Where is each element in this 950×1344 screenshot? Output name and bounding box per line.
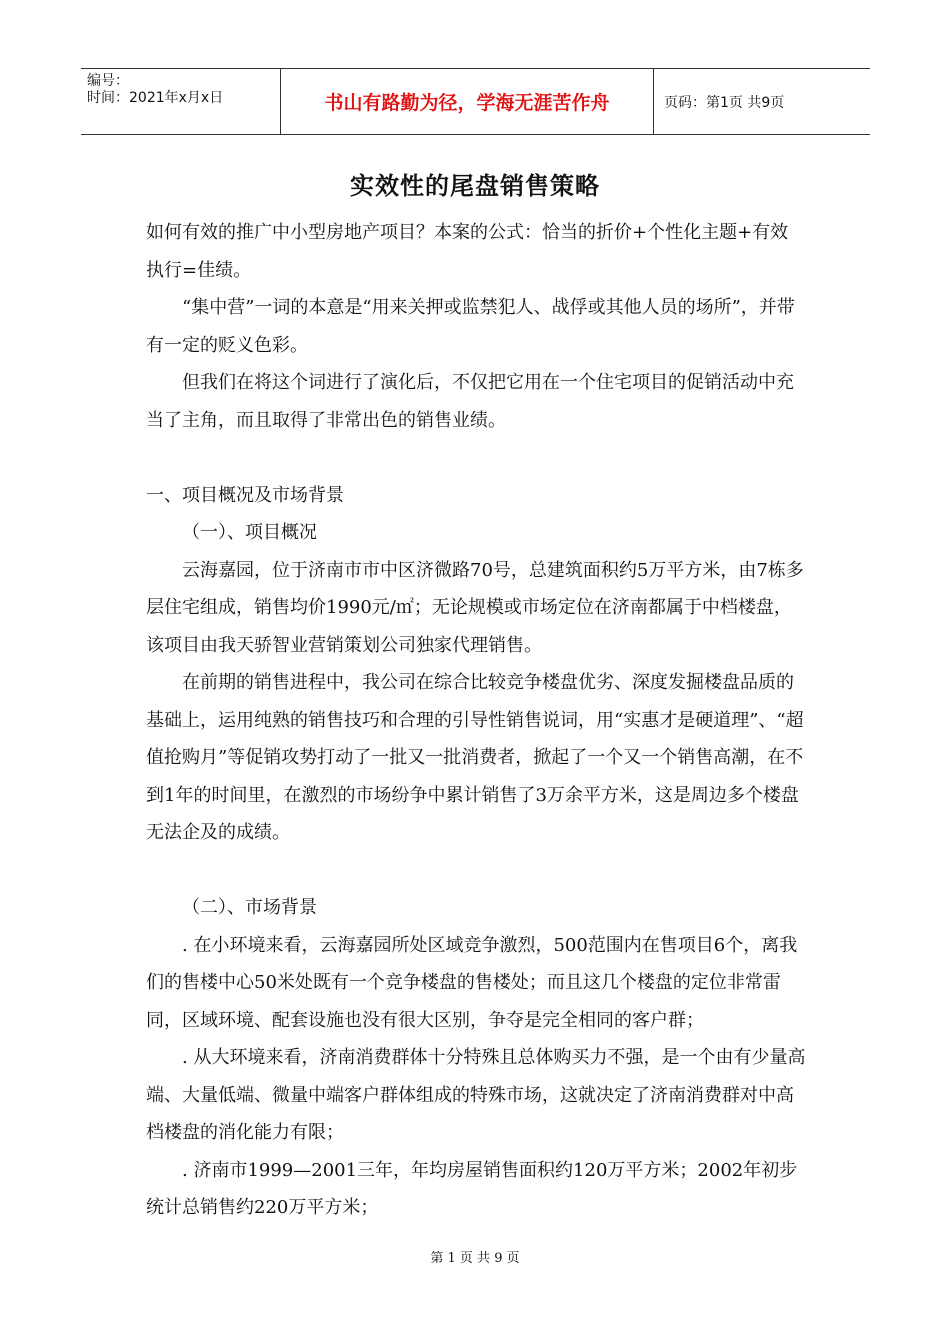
document-header bbox=[81, 68, 870, 135]
bullet-paragraph: . 在小环境来看，云海嘉园所处区域竞争激烈，500范围内在售项目6个，离我们的售楼中心50米处既有一个竞争楼盘的售楼处；而且这几个楼盘的定位非常雷同，区域环境、配套设施也没有很大区别，争夺是完全相同的客户群； bbox=[146, 934, 798, 1031]
header-meta-cell bbox=[81, 69, 281, 134]
paragraph: 云海嘉园，位于济南市市中区济微路70号，总建筑面积约5万平方米，由7栋多层住宅组成，销售均价1990元/㎡；无论规模或市场定位在济南都属于中档楼盘，该项目由我天骄智业营销策划公司独家代理销售。 bbox=[146, 559, 804, 656]
bullet-paragraph: . 从大环境来看，济南消费群体十分特殊且总体购买力不强，是一个由有少量高端、大量低端、微量中端客户群体组成的特殊市场，这就决定了济南消费群对中高档楼盘的消化能力有限； bbox=[146, 1047, 806, 1143]
document-time-label: 时间：2021年x月x日 bbox=[87, 90, 224, 106]
header-page-code: 页码：第1页 共9页 bbox=[664, 94, 785, 111]
paragraph: “集中营”一词的本意是“用来关押或监禁犯人、战俘或其他人员的场所”，并带有一定的贬义色彩。 bbox=[146, 297, 795, 356]
spacer bbox=[146, 852, 806, 890]
document-body bbox=[146, 214, 806, 1227]
paragraph: 但我们在将这个词进行了演化后，不仅把它用在一个住宅项目的促销活动中充当了主角，而且取得了非常出色的销售业绩。 bbox=[146, 372, 794, 431]
section-heading: 一、项目概况及市场背景 bbox=[146, 484, 344, 506]
header-motto: 书山有路勤为径，学海无涯苦作舟 bbox=[281, 69, 654, 134]
page-footer: 第 1 页 共 9 页 bbox=[430, 1251, 520, 1266]
subsection-heading: （一）、项目概况 bbox=[182, 522, 317, 543]
intro-paragraph: 如何有效的推广中小型房地产项目？本案的公式：恰当的折价+个性化主题+有效执行=佳绩。 bbox=[146, 222, 789, 281]
bullet-paragraph: . 济南市1999—2001三年，年均房屋销售面积约120万平方米；2002年初步统计总销售约220万平方米； bbox=[146, 1159, 798, 1218]
spacer bbox=[146, 439, 806, 477]
document-title: 实效性的尾盘销售策略 bbox=[350, 172, 600, 200]
subsection-heading: （二）、市场背景 bbox=[182, 897, 317, 918]
paragraph: 在前期的销售进程中，我公司在综合比较竞争楼盘优劣、深度发掘楼盘品质的基础上，运用纯熟的销售技巧和合理的引导性销售说词，用“实惠才是硬道理”、“超值抢购月”等促销攻势打动了一批又一批消费者，掀起了一个又一个销售高潮，在不到1年的时间里，在激烈的市场纷争中累计销售了3万余平方米，这是周边多个楼盘无法企及的成绩。 bbox=[146, 672, 804, 843]
document-number-label: 编号： bbox=[87, 73, 129, 89]
